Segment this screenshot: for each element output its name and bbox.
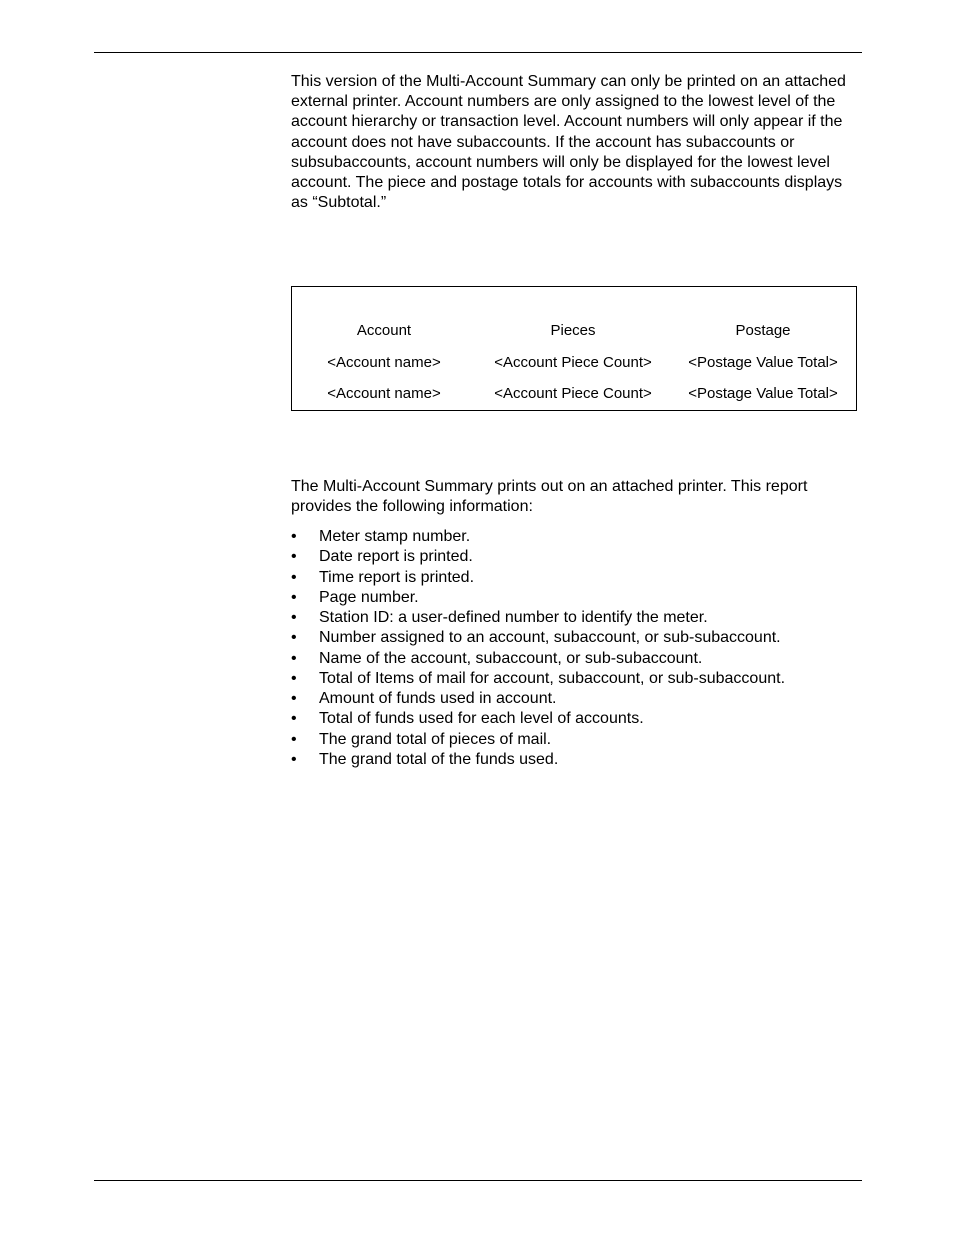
list-item xyxy=(291,669,863,689)
list-item-text: Total of funds used for each level of accounts. xyxy=(319,710,644,728)
report-sample-table xyxy=(292,287,856,410)
bullet-icon: • xyxy=(291,690,297,707)
list-item xyxy=(291,547,863,567)
list-item-text: Time report is printed. xyxy=(319,568,475,586)
list-item xyxy=(291,628,863,648)
list-item xyxy=(291,730,863,750)
bullet-icon: • xyxy=(291,669,297,687)
bullet-icon: • xyxy=(291,750,297,768)
list-item-text: Station ID: a user-defined number to identify the meter. xyxy=(319,609,708,626)
table-cell-postage-total: <Postage Value Total> xyxy=(688,354,838,371)
bullet-icon: • xyxy=(291,568,297,586)
list-item-text: Name of the account, subaccount, or sub-subaccount. xyxy=(319,649,703,667)
list-item xyxy=(291,750,863,770)
list-item xyxy=(291,608,863,628)
column-header-account: Account xyxy=(356,322,412,339)
list-item-text: Number assigned to an account, subaccount, or sub-subaccount. xyxy=(319,629,781,647)
list-item-text: Meter stamp number. xyxy=(319,528,471,545)
footer-rule xyxy=(94,1180,862,1181)
list-item-text: Amount of funds used in account. xyxy=(319,690,557,707)
bullet-icon: • xyxy=(291,730,297,748)
table-cell-account-name: <Account name> xyxy=(327,354,441,371)
summary-paragraph: The Multi-Account Summary prints out on an attached printer. This report provides the following information: xyxy=(291,478,808,516)
bullet-icon: • xyxy=(291,528,297,545)
table-cell-postage-total: <Postage Value Total> xyxy=(688,385,838,402)
table-cell-piece-count: <Account Piece Count> xyxy=(494,385,652,402)
header-rule xyxy=(94,52,862,53)
table-cell-piece-count: <Account Piece Count> xyxy=(494,354,652,371)
list-item xyxy=(291,709,863,729)
column-header-postage: Postage xyxy=(735,322,791,339)
list-item-text: Page number. xyxy=(319,588,419,606)
report-sample-box xyxy=(291,286,857,411)
bullet-icon: • xyxy=(291,548,297,566)
list-item xyxy=(291,527,863,547)
bullet-icon: • xyxy=(291,609,297,626)
bullet-icon: • xyxy=(291,649,297,667)
list-item xyxy=(291,588,863,608)
table-cell-account-name: <Account name> xyxy=(327,385,441,402)
list-item xyxy=(291,649,863,669)
bullet-icon: • xyxy=(291,629,297,647)
bullet-icon: • xyxy=(291,588,297,606)
intro-paragraph: This version of the Multi-Account Summary can only be printed on an attached external printer. Account numbers are only assigned to the lowest level of the account hierarchy or transaction level. Account numbers will only appear if the account does not have subaccounts. If the account has subaccounts or subsubaccounts, account numbers will only be displayed for the lowest level account. The piece and postage totals for accounts with subaccounts displays as “Subtotal.” xyxy=(291,73,846,212)
list-item xyxy=(291,689,863,709)
list-item-text: The grand total of pieces of mail. xyxy=(319,730,552,748)
list-item xyxy=(291,568,863,588)
information-list xyxy=(291,527,863,770)
list-item-text: The grand total of the funds used. xyxy=(319,750,559,768)
bullet-icon: • xyxy=(291,710,297,728)
list-item-text: Total of Items of mail for account, subaccount, or sub-subaccount. xyxy=(319,669,786,687)
list-item-text: Date report is printed. xyxy=(319,548,473,566)
column-header-pieces: Pieces xyxy=(550,322,596,339)
